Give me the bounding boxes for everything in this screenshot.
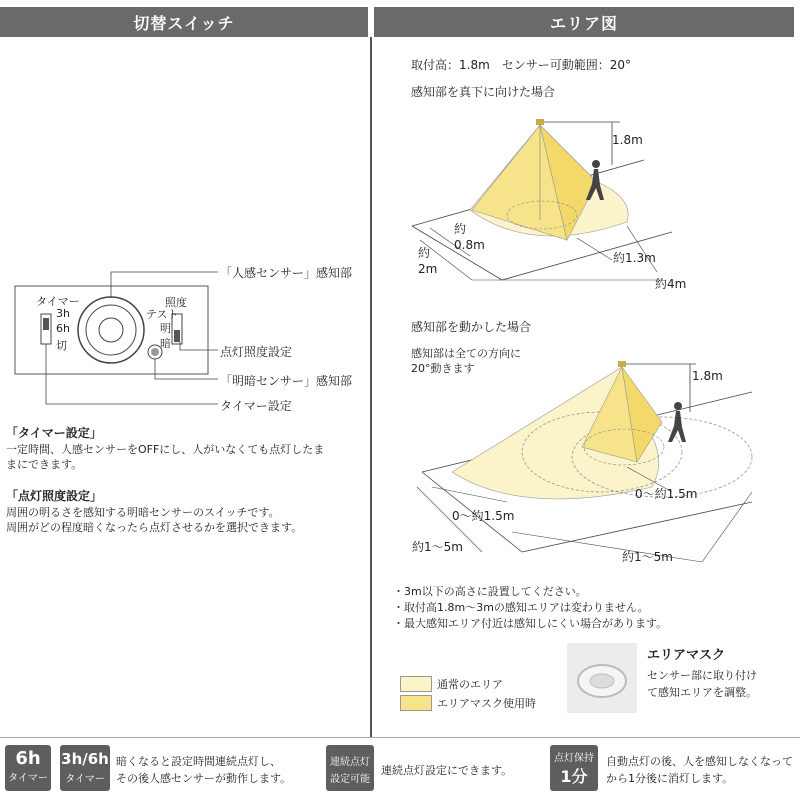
badge-continuous-top: 連続点灯	[330, 757, 370, 768]
badge-hold-1min	[550, 745, 598, 791]
diagram2-dim-a: 0～約1.5m	[452, 509, 515, 523]
diagram2-note-1: 感知部は全ての方向に	[411, 347, 521, 360]
area-note-3: ・最大感知エリア付近は感知しにくい場合があります。	[393, 617, 668, 630]
illum-setting-title: 「点灯照度設定」	[6, 489, 103, 503]
callout-timer-setting: タイマー設定	[220, 399, 292, 413]
footer-hold-desc-1: 自動点灯の後、人を感知しなくなって	[606, 755, 793, 768]
diagram2-dim-d: 約1～5m	[622, 550, 673, 564]
switch-section-header: 切替スイッチ	[0, 7, 368, 37]
footer-divider	[0, 737, 800, 738]
timer-option-3h: 3h	[56, 307, 70, 320]
timer-setting-title: 「タイマー設定」	[6, 426, 102, 440]
badge-3h6h-small: タイマー	[65, 774, 105, 785]
timer-setting-desc-2: まにできます。	[6, 458, 83, 471]
diagram2-height-label: 1.8m	[692, 369, 723, 383]
illum-label: 照度	[165, 296, 187, 309]
area-spec: 取付高：1.8m センサー可動範囲：20°	[411, 58, 632, 72]
diagram1-dim-d: 約4m	[655, 277, 687, 291]
area-mask-title: エリアマスク	[647, 648, 726, 663]
badge-3h6h-big: 3h/6h	[61, 750, 109, 768]
timer-option-6h: 6h	[56, 322, 70, 335]
area-mask-desc-2: て感知エリアを調整。	[647, 686, 757, 699]
diagram1-dim-a-prefix: 約	[454, 222, 467, 236]
diagram1-dim-a-value: 0.8m	[454, 238, 485, 252]
diagram1-title: 感知部を真下に向けた場合	[411, 85, 556, 99]
test-label: テスト	[146, 308, 179, 321]
legend-swatch-normal	[400, 676, 432, 692]
badge-6h-small: タイマー	[8, 773, 48, 784]
diagram2-note-2: 20°動きます	[411, 362, 475, 375]
area-note-2: ・取付高1.8m～3mの感知エリアは変わりません。	[393, 601, 649, 614]
footer-continuous-desc: 連続点灯設定にできます。	[381, 764, 513, 777]
callout-motion-sensor: 「人感センサー」感知部	[220, 266, 353, 280]
timer-option-off: 切	[56, 339, 67, 352]
area-diagram-header: エリア図	[374, 7, 794, 37]
badge-3h6h-timer	[60, 745, 110, 791]
illum-setting-desc-1: 周囲の明るさを感知する明暗センサーのスイッチです。	[6, 506, 280, 519]
timer-setting-desc-1: 一定時間、人感センサーをOFFにし、人がいなくても点灯したま	[6, 443, 325, 456]
dark-label: 暗	[160, 337, 171, 350]
diagram1-height-label: 1.8m	[612, 133, 643, 147]
diagram1-dim-b-prefix: 約	[418, 246, 431, 260]
badge-6h-big: 6h	[15, 748, 41, 769]
area-note-1: ・3m以下の高さに設置してください。	[393, 585, 587, 598]
footer-3h6h-desc-1: 暗くなると設定時間連続点灯し、	[116, 755, 281, 768]
badge-6h-timer	[5, 745, 51, 791]
footer-hold-desc-2: から1分後に消灯します。	[606, 772, 734, 785]
diagram2-title: 感知部を動かした場合	[411, 320, 532, 334]
area-mask-desc-1: センサー部に取り付け	[647, 669, 757, 682]
diagram2-dim-c: 約1～5m	[412, 540, 463, 554]
timer-label: タイマー	[36, 295, 80, 308]
callout-lighting-illum: 点灯照度設定	[220, 345, 293, 359]
badge-hold-big: 1分	[560, 767, 588, 786]
diagram1-dim-c: 約1.3m	[613, 251, 656, 265]
illum-setting-desc-2: 周囲がどの程度暗くなったら点灯させるかを選択できます。	[6, 521, 303, 534]
badge-hold-top: 点灯保持	[554, 753, 594, 764]
badge-continuous-bottom: 設定可能	[330, 774, 370, 785]
bright-label: 明	[160, 322, 171, 335]
footer-3h6h-desc-2: その後人感センサーが動作します。	[116, 772, 292, 785]
legend-label-normal: 通常のエリア	[437, 678, 503, 691]
legend-swatch-mask	[400, 695, 432, 711]
callout-brightness-sensor: 「明暗センサー」感知部	[220, 374, 353, 388]
diagram2-dim-b: 0～約1.5m	[635, 487, 698, 501]
badge-continuous-lighting	[326, 745, 374, 791]
diagram1-dim-b-value: 2m	[418, 262, 438, 276]
area-mask-photo	[567, 643, 637, 713]
legend-label-mask: エリアマスク使用時	[437, 697, 536, 710]
